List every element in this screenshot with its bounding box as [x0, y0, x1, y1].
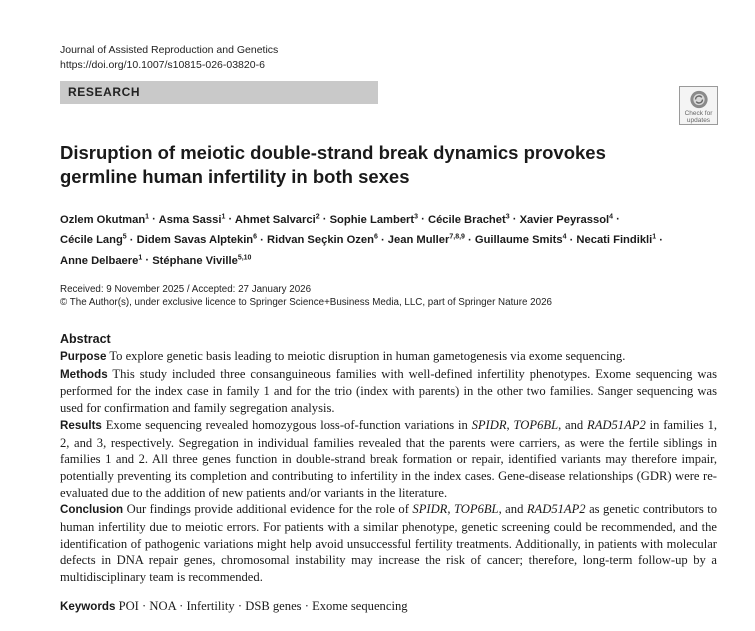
keywords-label: Keywords	[60, 600, 116, 613]
conclusion-text-1: Our findings provide additional evidence for the role of	[126, 502, 409, 517]
author-affiliation: 1	[221, 213, 226, 220]
purpose-text: To explore genetic basis leading to meiotic disruption in human gametogenesis via exome sequencing.	[109, 349, 626, 363]
author-affiliation: 2	[315, 213, 320, 220]
conclusion-text-4: as genetic contributors to human infertility due to meiotic errors. For patients with a similar phenotype, genetic screening could be recommended, and the identification of pathogenic variations might help avoid unsuccessful fertility treatments. Additionally, in patients with molecular defects in DNA repair genes, chromosomal instability may increase the risk of cancer; therefore, long-term follow-up by a multidisciplinary team is recommended.	[60, 502, 717, 585]
keyword-separator: ·	[234, 599, 246, 613]
author-separator: ·	[566, 234, 577, 247]
author-affiliation: 6	[373, 233, 378, 241]
abstract-results	[60, 417, 717, 502]
author-separator: ·	[377, 234, 388, 247]
author-separator: ·	[656, 234, 664, 247]
author-name[interactable]: Anne Delbaere$^1$	[60, 254, 143, 268]
purpose-label: Purpose	[60, 350, 107, 363]
results-label: Results	[60, 418, 102, 432]
conclusion-label: Conclusion	[60, 503, 124, 517]
abstract-purpose	[60, 348, 717, 366]
author-separator: ·	[613, 213, 620, 226]
author-separator: ·	[142, 255, 153, 268]
keyword[interactable]: Exome sequencing	[312, 599, 408, 613]
author-name[interactable]: Ahmet Salvarci$^2$	[234, 213, 320, 226]
keyword[interactable]: Infertility	[186, 599, 235, 613]
author-affiliation: 6	[253, 233, 258, 241]
keyword-list	[119, 599, 408, 613]
title-line-1: Disruption of meiotic double-strand break dynamics provokes	[60, 142, 606, 163]
abstract-heading: Abstract	[60, 332, 111, 346]
gene-rad51ap2: RAD51AP2	[587, 417, 646, 432]
author-name[interactable]: Ozlem Okutman$^1$	[60, 213, 150, 226]
author-separator: ·	[257, 234, 267, 247]
copyright-notice: © The Author(s), under exclusive licence to Springer Science+Business Media, LLC, part of Springer Nature 2026	[60, 297, 552, 308]
abstract-conclusion	[60, 501, 717, 586]
author-name[interactable]: Jean Muller$^{7,8,9}$	[387, 233, 465, 247]
author-name[interactable]: Stéphane Viville$^{5,10}$	[152, 254, 252, 268]
keywords-section	[60, 598, 408, 615]
results-text-3: , and	[558, 417, 584, 432]
conclusion-gene-top6bl: TOP6BL	[454, 502, 499, 517]
conclusion-text-2: ,	[447, 502, 451, 517]
methods-label: Methods	[60, 367, 108, 381]
author-separator: ·	[319, 213, 330, 226]
author-list	[60, 208, 710, 270]
author-name[interactable]: Guillaume Smits$^4$	[474, 233, 567, 247]
abstract-section	[60, 331, 717, 586]
author-affiliation: 5	[122, 233, 127, 241]
keyword[interactable]: NOA	[149, 599, 176, 613]
keyword-separator: ·	[138, 599, 150, 613]
conclusion-gene-rad51ap2: RAD51AP2	[526, 502, 586, 517]
author-affiliation: 1	[145, 213, 150, 220]
author-affiliation: 1	[652, 233, 657, 241]
author-name[interactable]: Cécile Brachet$^3$	[427, 213, 510, 226]
methods-text: This study included three consanguineous families with well-defined infertility phenotypes. Exome sequencing was performed for the index case in family 1 and for the trio (index with parents) in the other two families. Sanger sequencing was used for confirmation and family segregation analysis.	[60, 366, 718, 416]
author-name[interactable]: Didem Savas Alptekin$^6$	[136, 233, 258, 247]
results-text-1: Exome sequencing revealed homozygous loss-of-function variations in	[105, 417, 468, 432]
author-name[interactable]: Ridvan Seçkin Ozen$^6$	[267, 233, 378, 247]
doi-link[interactable]: https://doi.org/10.1007/s10815-026-03820-6	[60, 59, 265, 71]
author-separator: ·	[225, 213, 235, 226]
conclusion-text-3: , and	[498, 502, 524, 517]
article-title	[60, 141, 680, 189]
results-text-2: ,	[506, 417, 510, 432]
author-name[interactable]: Cécile Lang$^5$	[60, 233, 127, 247]
author-name[interactable]: Asma Sassi$^1$	[158, 213, 226, 226]
keyword-separator: ·	[301, 599, 313, 613]
journal-name: Journal of Assisted Reproduction and Genetics	[60, 44, 279, 56]
journal-header	[60, 43, 278, 73]
gene-spidr: SPIDR	[471, 417, 507, 432]
check-updates-line1: Check for	[684, 110, 713, 117]
gene-top6bl: TOP6BL	[513, 417, 559, 432]
conclusion-gene-spidr: SPIDR	[412, 502, 448, 517]
author-separator: ·	[418, 213, 428, 226]
author-name[interactable]: Necati Findikli$^1$	[576, 233, 657, 247]
author-separator: ·	[126, 234, 137, 247]
author-affiliation: 4	[562, 233, 567, 241]
keyword[interactable]: DSB genes	[245, 599, 302, 613]
author-separator: ·	[464, 234, 475, 247]
article-dates	[60, 283, 552, 309]
author-affiliation: 1	[138, 254, 143, 262]
check-updates-icon	[688, 90, 710, 109]
author-affiliation: 3	[414, 213, 419, 220]
author-affiliation: 7,8,9	[449, 233, 465, 241]
keyword-separator: ·	[175, 599, 187, 613]
author-separator: ·	[509, 213, 520, 226]
keyword[interactable]: POI	[118, 599, 139, 613]
author-separator: ·	[149, 213, 159, 226]
author-affiliation: 4	[609, 213, 614, 220]
check-updates-line2: updates	[686, 117, 711, 124]
check-for-updates-button[interactable]	[679, 86, 718, 125]
abstract-methods	[60, 366, 717, 417]
author-affiliation: 3	[505, 213, 510, 220]
section-label: RESEARCH	[60, 81, 378, 104]
author-name[interactable]: Sophie Lambert$^3$	[329, 213, 419, 226]
results-text-4: in families 1, 2, and 3, respectively. Segregation in individual families revealed that the parents were carriers, as were the fertile siblings in families 1 and 2. All three genes function in double-strand break formation or repair, identified variants may therefore impair, potentially preventing its completion and contributing to infertility in the index cases. Gene-disease relationships (GDR) were re-evaluated due to the addition of new patients and/or variants in the literature.	[60, 417, 718, 500]
author-affiliation: 5,10	[237, 254, 252, 262]
title-line-2: germline human infertility in both sexes	[60, 166, 410, 187]
author-name[interactable]: Xavier Peyrassol$^4$	[519, 213, 614, 226]
received-accepted: Received: 9 November 2025 / Accepted: 27 January 2026	[60, 284, 312, 295]
